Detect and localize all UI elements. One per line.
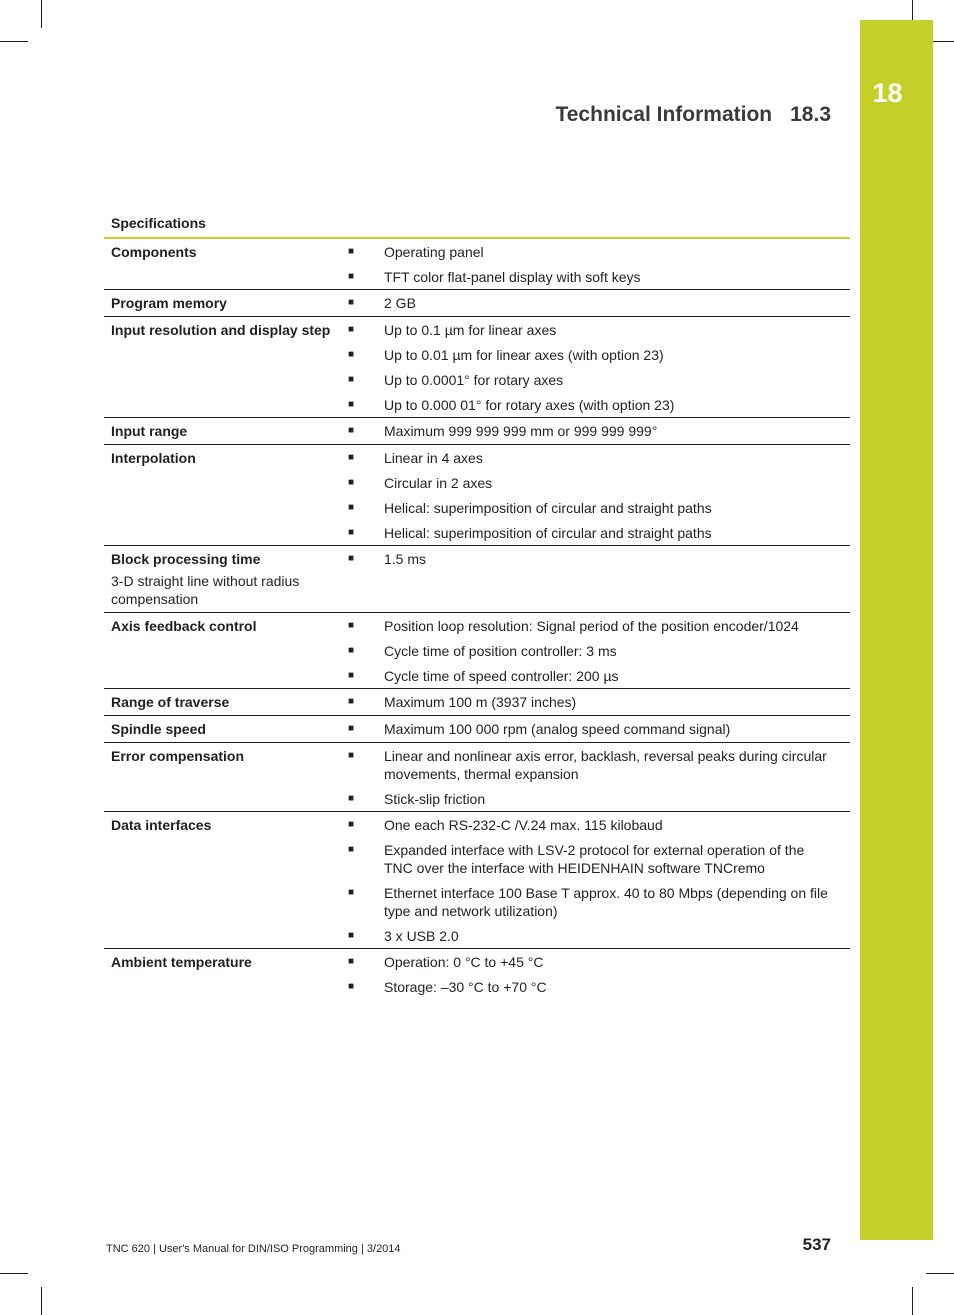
- bullet-icon: ■: [348, 981, 355, 992]
- list-item-text: Maximum 999 999 999 mm or 999 999 999°: [384, 423, 658, 439]
- list-item-text: Operation: 0 °C to +45 °C: [384, 954, 544, 970]
- table-row: [104, 238, 850, 290]
- bullet-icon: ■: [348, 246, 355, 257]
- bullet-icon: ■: [348, 349, 355, 360]
- bullet-icon: ■: [348, 553, 355, 564]
- row-items-cell: [339, 445, 850, 546]
- row-items-cell: [339, 812, 850, 949]
- list-item: [339, 617, 850, 635]
- bullet-icon: ■: [348, 670, 355, 681]
- list-item-text: 3 x USB 2.0: [384, 928, 459, 944]
- list-item-text: Maximum 100 000 rpm (analog speed command signal): [384, 721, 731, 737]
- list-item: [339, 550, 850, 568]
- list-item-text: Maximum 100 m (3937 inches): [384, 694, 577, 710]
- bullet-icon: ■: [348, 374, 355, 385]
- list-item-text: TFT color flat-panel display with soft keys: [384, 269, 641, 285]
- list-item-text: Up to 0.0001° for rotary axes: [384, 372, 564, 388]
- row-items-cell: [339, 613, 850, 689]
- list-item: [339, 720, 850, 738]
- list-item: [339, 841, 850, 877]
- table-row: [104, 743, 850, 812]
- bullet-icon: ■: [348, 723, 355, 734]
- table-row: [104, 716, 850, 743]
- list-item-text: Up to 0.1 µm for linear axes: [384, 322, 557, 338]
- list-item-text: Storage: –30 °C to +70 °C: [384, 979, 547, 995]
- list-item: [339, 294, 850, 312]
- list-item: [339, 816, 850, 834]
- bullet-icon: ■: [348, 750, 355, 761]
- bullet-icon: ■: [348, 324, 355, 335]
- row-items-cell: [339, 238, 850, 290]
- row-label-cell: [104, 546, 339, 613]
- bullet-icon: ■: [348, 956, 355, 967]
- crop-mark: [912, 1287, 913, 1315]
- list-item: [339, 321, 850, 339]
- bullet-icon: ■: [348, 696, 355, 707]
- page-header: [555, 103, 831, 127]
- list-item-text: 2 GB: [384, 295, 416, 311]
- chapter-number: 18: [872, 78, 903, 108]
- row-label: Error compensation: [111, 748, 245, 764]
- row-label: Interpolation: [111, 450, 196, 466]
- list-item: [339, 268, 850, 286]
- page-number: 537: [802, 1235, 831, 1254]
- row-label-cell: [104, 418, 339, 445]
- table-row: [104, 812, 850, 949]
- bullet-icon: ■: [348, 620, 355, 631]
- row-label-cell: [104, 613, 339, 689]
- row-sublabel: 3-D straight line without radius compensation: [111, 573, 300, 607]
- row-label: Range of traverse: [111, 694, 230, 710]
- row-label-cell: [104, 743, 339, 812]
- row-items-cell: [339, 290, 850, 317]
- list-item-text: One each RS-232-C /V.24 max. 115 kilobaud: [384, 817, 663, 833]
- row-label: Input range: [111, 423, 188, 439]
- table-heading: Specifications: [104, 214, 850, 238]
- row-items-cell: [339, 689, 850, 716]
- list-item: [339, 499, 850, 517]
- list-item-text: Expanded interface with LSV-2 protocol for external operation of the TNC over the interface with HEIDENHAIN software TNCremo: [384, 842, 805, 876]
- list-item-text: Up to 0.000 01° for rotary axes (with option 23): [384, 397, 675, 413]
- row-label: Components: [111, 244, 197, 260]
- list-item: [339, 667, 850, 685]
- list-item: [339, 642, 850, 660]
- list-item: [339, 346, 850, 364]
- row-label: Ambient temperature: [111, 954, 252, 970]
- row-label-cell: [104, 949, 339, 1000]
- list-item: [339, 790, 850, 808]
- bullet-icon: ■: [348, 819, 355, 830]
- list-item: [339, 747, 850, 783]
- list-item-text: Position loop resolution: Signal period of the position encoder/1024: [384, 618, 799, 634]
- list-item: [339, 422, 850, 440]
- bullet-icon: ■: [348, 477, 355, 488]
- list-item-text: Ethernet interface 100 Base T approx. 40 to 80 Mbps (depending on file type and network utilization): [384, 885, 828, 919]
- crop-mark: [41, 0, 42, 28]
- list-item-text: Cycle time of speed controller: 200 µs: [384, 668, 619, 684]
- specifications-body: [104, 238, 850, 999]
- table-row: [104, 317, 850, 418]
- table-row: [104, 290, 850, 317]
- row-items-cell: [339, 546, 850, 613]
- row-items-cell: [339, 743, 850, 812]
- bullet-icon: ■: [348, 399, 355, 410]
- crop-mark: [0, 1273, 28, 1274]
- table-row: [104, 949, 850, 1000]
- list-item: [339, 953, 850, 971]
- row-label-cell: [104, 238, 339, 290]
- table-row: [104, 689, 850, 716]
- row-label: Input resolution and display step: [111, 322, 331, 338]
- row-items-cell: [339, 317, 850, 418]
- table-row: [104, 445, 850, 546]
- row-label-cell: [104, 290, 339, 317]
- row-label-cell: [104, 445, 339, 546]
- list-item-text: Stick-slip friction: [384, 791, 486, 807]
- row-label: Data interfaces: [111, 817, 212, 833]
- list-item: [339, 524, 850, 542]
- row-label: Block processing time: [111, 551, 261, 567]
- list-item-text: Operating panel: [384, 244, 484, 260]
- page-title: Technical Information: [555, 103, 773, 126]
- bullet-icon: ■: [348, 645, 355, 656]
- crop-mark: [41, 1287, 42, 1315]
- row-label-cell: [104, 716, 339, 743]
- list-item: [339, 243, 850, 261]
- table-row: [104, 418, 850, 445]
- row-label-cell: [104, 812, 339, 949]
- bullet-icon: ■: [348, 930, 355, 941]
- table-row: [104, 613, 850, 689]
- list-item: [339, 474, 850, 492]
- row-items-cell: [339, 716, 850, 743]
- list-item-text: Helical: superimposition of circular and straight paths: [384, 500, 712, 516]
- footer-text: TNC 620 | User's Manual for DIN/ISO Programming | 3/2014: [106, 1243, 401, 1255]
- list-item-text: Cycle time of position controller: 3 ms: [384, 643, 617, 659]
- row-label: Program memory: [111, 295, 227, 311]
- section-number: 18.3: [790, 103, 831, 126]
- list-item: [339, 396, 850, 414]
- list-item: [339, 927, 850, 945]
- row-label: Spindle speed: [111, 721, 206, 737]
- bullet-icon: ■: [348, 297, 355, 308]
- chapter-tab: [860, 20, 933, 1240]
- row-items-cell: [339, 418, 850, 445]
- list-item-text: Linear in 4 axes: [384, 450, 483, 466]
- crop-mark: [0, 41, 28, 42]
- bullet-icon: ■: [348, 502, 355, 513]
- specifications-table: [104, 214, 850, 999]
- list-item-text: 1.5 ms: [384, 551, 427, 567]
- list-item: [339, 884, 850, 920]
- list-item-text: Linear and nonlinear axis error, backlash, reversal peaks during circular movements, thermal expansion: [384, 748, 827, 782]
- table-row: [104, 546, 850, 613]
- row-items-cell: [339, 949, 850, 1000]
- list-item-text: Circular in 2 axes: [384, 475, 493, 491]
- list-item-text: Helical: superimposition of circular and straight paths: [384, 525, 712, 541]
- bullet-icon: ■: [348, 425, 355, 436]
- bullet-icon: ■: [348, 793, 355, 804]
- row-label: Axis feedback control: [111, 618, 257, 634]
- bullet-icon: ■: [348, 452, 355, 463]
- row-label-cell: [104, 689, 339, 716]
- bullet-icon: ■: [348, 527, 355, 538]
- bullet-icon: ■: [348, 844, 355, 855]
- list-item: [339, 693, 850, 711]
- bullet-icon: ■: [348, 271, 355, 282]
- list-item-text: Up to 0.01 µm for linear axes (with option 23): [384, 347, 664, 363]
- list-item: [339, 371, 850, 389]
- crop-mark: [926, 1273, 954, 1274]
- list-item: [339, 978, 850, 996]
- list-item: [339, 449, 850, 467]
- bullet-icon: ■: [348, 887, 355, 898]
- row-label-cell: [104, 317, 339, 418]
